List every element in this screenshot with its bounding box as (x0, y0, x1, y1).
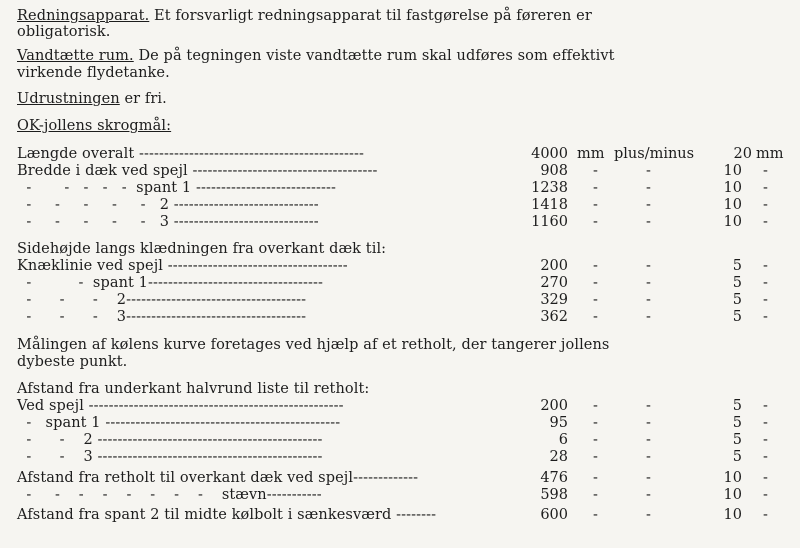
measurement-value: 95 (549, 415, 568, 431)
plus-minus-label: - (646, 449, 651, 465)
tolerance-value: 10 (723, 470, 742, 486)
row-label: - - - - - spant 1 ---------------------------- (17, 180, 336, 196)
tolerance-value: 5 (732, 309, 742, 325)
unit-label: - (593, 507, 598, 523)
tolerance-unit: - (763, 432, 768, 448)
unit-label: - (593, 197, 598, 213)
tolerance-value: 5 (732, 432, 742, 448)
tolerance-value: 10 (723, 180, 742, 196)
text-line: obligatorisk. (17, 24, 111, 40)
tolerance-value: 20 (733, 146, 752, 162)
tolerance-unit: - (763, 470, 768, 486)
tolerance-unit: - (763, 275, 768, 291)
tolerance-value: 5 (732, 258, 742, 274)
plus-minus-label: plus/minus (614, 146, 695, 162)
plus-minus-label: - (646, 309, 651, 325)
tolerance-value: 10 (723, 214, 742, 230)
row-label: Sidehøjde langs klædningen fra overkant dæk til: (17, 241, 387, 257)
table-row (17, 449, 323, 466)
table-row (17, 163, 377, 180)
unit-label: - (593, 398, 598, 414)
tolerance-value: 5 (732, 449, 742, 465)
tolerance-unit: - (763, 163, 768, 179)
row-label: - - - 3------------------------------------ (17, 309, 307, 325)
tolerance-unit: - (763, 214, 768, 230)
measurement-value: 1418 (531, 197, 568, 213)
unit-label: - (593, 309, 598, 325)
subheading (17, 381, 369, 398)
paragraph-redningsapparat (17, 8, 592, 25)
row-label: dybeste punkt. (17, 354, 128, 370)
plus-minus-label: - (646, 470, 651, 486)
unit-label: - (593, 214, 598, 230)
row-label: - - - - - - - - stævn----------- (17, 487, 322, 503)
plus-minus-label: - (646, 163, 651, 179)
table-row (17, 275, 323, 292)
table-row (17, 309, 306, 326)
paragraph-udrustningen (17, 91, 167, 108)
tolerance-unit: - (763, 180, 768, 196)
table-row (17, 197, 319, 214)
measurement-value: 6 (558, 432, 568, 448)
tolerance-value: 10 (723, 507, 742, 523)
plus-minus-label: - (646, 275, 651, 291)
plus-minus-label: - (646, 214, 651, 230)
table-row (17, 432, 323, 449)
paragraph-vandtaette-rum (17, 48, 615, 65)
plus-minus-label: - (646, 292, 651, 308)
tolerance-unit: - (763, 197, 768, 213)
measurement-value: 28 (549, 449, 568, 465)
measurement-value: 270 (540, 275, 568, 291)
tolerance-value: 5 (732, 292, 742, 308)
tolerance-unit: - (763, 507, 768, 523)
plus-minus-label: - (646, 258, 651, 274)
row-label: - spant 1 ----------------------------------------------- (17, 415, 341, 431)
table-row (17, 146, 364, 163)
tolerance-value: 10 (723, 163, 742, 179)
tolerance-unit: - (763, 487, 768, 503)
row-label: Længde overalt --------------------------------------------- (17, 146, 364, 162)
tolerance-unit: mm (756, 146, 784, 162)
unit-label: - (593, 470, 598, 486)
unit-label: mm (577, 146, 605, 162)
row-label: Knæklinie ved spejl ------------------------------------ (17, 258, 348, 274)
row-label: - - spant 1----------------------------------- (17, 275, 323, 291)
table-row (17, 292, 306, 309)
heading-udrustningen: Udrustningen (17, 91, 120, 107)
text-vandtaette-rum: De på tegningen viste vandtætte rum skal udføres som effektivt (133, 48, 615, 64)
measurement-value: 908 (540, 163, 568, 179)
text-redningsapparat: Et forsvarligt redningsapparat til fastgørelse på føreren er (149, 8, 592, 24)
table-row (17, 507, 436, 524)
tolerance-value: 5 (732, 275, 742, 291)
tolerance-unit: - (763, 398, 768, 414)
row-label: Afstand fra spant 2 til midte kølbolt i sænkesværd -------- (17, 507, 437, 523)
table-row (17, 470, 418, 487)
row-label: Afstand fra retholt til overkant dæk ved spejl------------- (17, 470, 419, 486)
tolerance-unit: - (763, 415, 768, 431)
unit-label: - (593, 275, 598, 291)
plus-minus-label: - (646, 415, 651, 431)
tolerance-unit: - (763, 449, 768, 465)
measurement-value: 1160 (531, 214, 568, 230)
text-udrustningen: er fri. (119, 91, 167, 107)
tolerance-value: 5 (732, 398, 742, 414)
unit-label: - (593, 163, 598, 179)
measurement-value: 200 (540, 258, 568, 274)
subheading (17, 241, 386, 258)
plus-minus-label: - (646, 487, 651, 503)
measurement-value: 598 (540, 487, 568, 503)
tolerance-value: 10 (723, 487, 742, 503)
table-row (17, 180, 336, 197)
plus-minus-label: - (646, 398, 651, 414)
row-label: - - 2 --------------------------------------------- (17, 432, 323, 448)
tolerance-unit: - (763, 258, 768, 274)
paragraph-text (17, 354, 127, 371)
tolerance-value: 10 (723, 197, 742, 213)
section-title: OK-jollens skrogmål: (17, 118, 172, 134)
row-label: Målingen af kølens kurve foretages ved hjælp af et retholt, der tangerer jollens (17, 337, 610, 353)
row-label: - - 3 --------------------------------------------- (17, 449, 323, 465)
measurement-value: 362 (540, 309, 568, 325)
row-label: Bredde i dæk ved spejl ------------------------------------- (17, 163, 378, 179)
plus-minus-label: - (646, 432, 651, 448)
measurement-value: 476 (540, 470, 568, 486)
measurement-value: 600 (540, 507, 568, 523)
measurement-value: 200 (540, 398, 568, 414)
text-line: virkende flydetanke. (17, 65, 170, 81)
row-label: Ved spejl --------------------------------------------------- (17, 398, 344, 414)
tolerance-value: 5 (732, 415, 742, 431)
paragraph-text (17, 337, 609, 354)
unit-label: - (593, 432, 598, 448)
unit-label: - (593, 258, 598, 274)
unit-label: - (593, 449, 598, 465)
row-label: - - - 2------------------------------------ (17, 292, 307, 308)
unit-label: - (593, 487, 598, 503)
table-row (17, 398, 344, 415)
tolerance-unit: - (763, 292, 768, 308)
heading-vandtaette-rum: Vandtætte rum. (17, 48, 134, 64)
measurement-value: 1238 (531, 180, 568, 196)
row-label: - - - - - 2 ----------------------------- (17, 197, 319, 213)
measurement-value: 329 (540, 292, 568, 308)
heading-redningsapparat: Redningsapparat. (17, 8, 150, 24)
plus-minus-label: - (646, 507, 651, 523)
plus-minus-label: - (646, 197, 651, 213)
tolerance-unit: - (763, 309, 768, 325)
unit-label: - (593, 415, 598, 431)
table-row (17, 258, 348, 275)
table-row (17, 415, 340, 432)
measurement-value: 4000 (531, 146, 568, 162)
unit-label: - (593, 292, 598, 308)
row-label: Afstand fra underkant halvrund liste til retholt: (17, 381, 370, 397)
plus-minus-label: - (646, 180, 651, 196)
unit-label: - (593, 180, 598, 196)
table-row (17, 487, 322, 504)
row-label: - - - - - 3 ----------------------------- (17, 214, 319, 230)
table-row (17, 214, 319, 231)
